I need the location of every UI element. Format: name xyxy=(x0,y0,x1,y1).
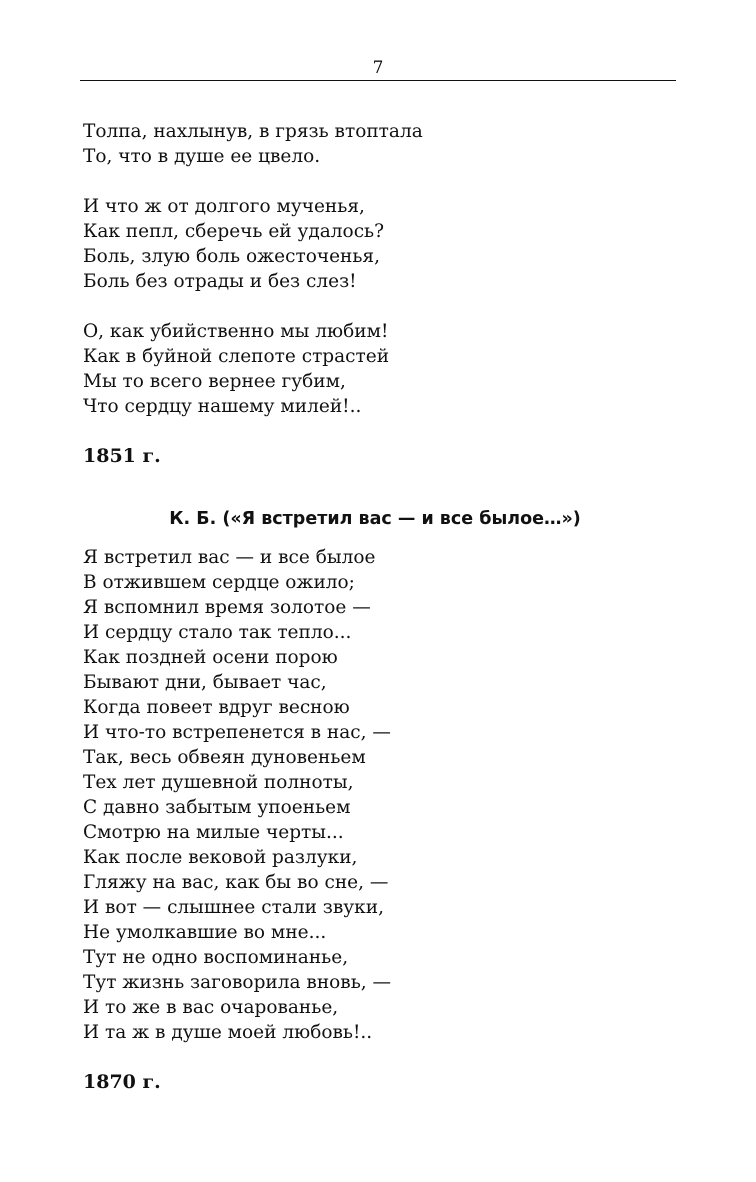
poem-line: Смотрю на милые черты... xyxy=(83,822,344,843)
poem-line: Так, весь обвеян дуновеньем xyxy=(83,747,366,768)
poem-line: Когда повеет вдруг весною xyxy=(83,697,350,718)
poem-line: Как поздней осени порою xyxy=(83,647,338,668)
poem-line: Гляжу на вас, как бы во сне, — xyxy=(83,872,389,893)
poem-line: И что ж от долгого мученья, xyxy=(83,196,365,217)
stanza-gap xyxy=(83,294,673,319)
title-gap xyxy=(83,531,673,545)
poem1-date: 1851 г. xyxy=(83,445,161,467)
poem-line: Как в буйной слепоте страстей xyxy=(83,346,390,367)
poem-line: Тут не одно воспоминанье, xyxy=(83,947,349,968)
poem-line: Как после вековой разлуки, xyxy=(83,847,358,868)
poem-line: Мы то всего вернее губим, xyxy=(83,371,346,392)
poem-line: Бывают дни, бывает час, xyxy=(83,672,327,693)
stanza-gap xyxy=(83,419,673,444)
poem-line: Боль без отрады и без слез! xyxy=(83,271,357,292)
poem-line: И вот — слышнее стали звуки, xyxy=(83,897,384,918)
stanza-gap xyxy=(83,169,673,194)
poem-line: Толпа, нахлынув, в грязь втоптала xyxy=(83,121,423,142)
poem-line: И сердцу стало так тепло... xyxy=(83,622,352,643)
poem-line: И та ж в душе моей любовь!.. xyxy=(83,1022,373,1043)
poem-line: Я вспомнил время золотое — xyxy=(83,597,371,618)
poem-line: Что сердцу нашему милей!.. xyxy=(83,396,362,417)
poem-line: Как пепл, сберечь ей удалось? xyxy=(83,221,385,242)
poem-line: И то же в вас очарованье, xyxy=(83,997,339,1018)
poem-line: Боль, злую боль ожесточенья, xyxy=(83,246,380,267)
poem2-date: 1870 г. xyxy=(83,1071,161,1093)
poem-line: В отжившем сердце ожило; xyxy=(83,572,355,593)
poem1-stanza-1 xyxy=(83,119,673,169)
poem-line: Не умолкавшие во мне... xyxy=(83,922,327,943)
poem2-title: К. Б. («Я встретил вас — и все былое…») xyxy=(169,509,581,529)
poem-line: О, как убийственно мы любим! xyxy=(83,321,389,342)
poem-line: С давно забытым упоеньем xyxy=(83,797,351,818)
stanza-gap xyxy=(83,1045,673,1070)
poem-line: То, что в душе ее цвело. xyxy=(83,146,321,167)
page-content xyxy=(83,119,673,1095)
poem-line: Я встретил вас — и все былое xyxy=(83,547,376,568)
page-number: 7 xyxy=(372,58,384,78)
poem1-stanza-3 xyxy=(83,319,673,419)
poem1-stanza-2 xyxy=(83,194,673,294)
section-gap xyxy=(83,469,673,507)
poem-line: Тех лет душевной полноты, xyxy=(83,772,354,793)
header-rule xyxy=(80,80,676,81)
poem-line: И что-то встрепенется в нас, — xyxy=(83,722,391,743)
poem-line: Тут жизнь заговорила вновь, — xyxy=(83,972,392,993)
poem2-body xyxy=(83,545,673,1045)
